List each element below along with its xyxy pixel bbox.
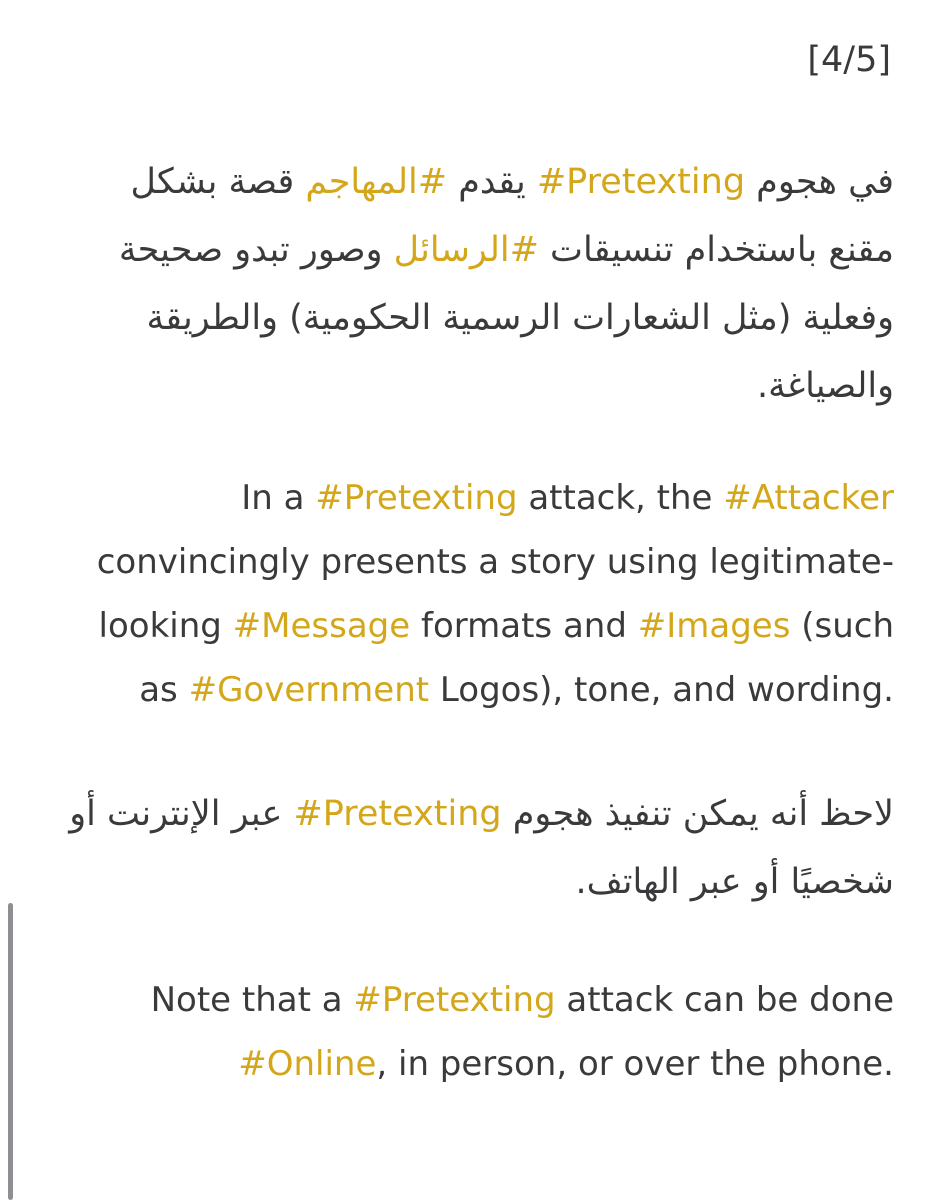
- arabic-paragraph-1: [66, 148, 894, 420]
- text-run: قصة بشكل مقنع باستخدام تنسيقات: [130, 162, 894, 270]
- hashtag-pretexting[interactable]: #Pretexting: [353, 980, 556, 1020]
- scrollbar-thumb[interactable]: [8, 903, 13, 1200]
- text-run: يقدم: [447, 162, 537, 202]
- hashtag-pretexting[interactable]: #Pretexting: [536, 162, 746, 202]
- text-run: convincingly presents a story using legitimate-looking: [96, 542, 894, 646]
- text-run: attack, the: [517, 478, 724, 518]
- thread-counter: [4/5]: [807, 40, 891, 80]
- text-run: في هجوم: [745, 162, 894, 202]
- hashtag-pretexting[interactable]: #Pretexting: [315, 478, 518, 518]
- text-run: formats and: [410, 606, 638, 646]
- english-paragraph-1: [66, 466, 894, 722]
- hashtag-attacker-ar[interactable]: #المهاجم: [305, 162, 448, 202]
- hashtag-attacker[interactable]: #Attacker: [723, 478, 894, 518]
- text-run: Note that a: [150, 980, 354, 1020]
- text-run: attack can be done: [555, 980, 894, 1020]
- hashtag-message[interactable]: #Message: [232, 606, 411, 646]
- text-run: (such as: [139, 606, 894, 710]
- hashtag-government[interactable]: #Government: [188, 670, 430, 710]
- text-run: وصور تبدو صحيحة وفعلية (مثل الشعارات الرسمية الحكومية) والطريقة والصياغة.: [118, 230, 894, 406]
- arabic-paragraph-2: [66, 780, 894, 916]
- english-paragraph-2: [66, 968, 894, 1096]
- text-run: Logos), tone, and wording.: [429, 670, 894, 710]
- text-run: لاحظ أنه يمكن تنفيذ هجوم: [501, 794, 894, 834]
- hashtag-online[interactable]: #Online: [238, 1044, 377, 1084]
- hashtag-pretexting[interactable]: #Pretexting: [293, 794, 502, 834]
- text-run: , in person, or over the phone.: [376, 1044, 894, 1084]
- hashtag-messages-ar[interactable]: #الرسائل: [393, 230, 539, 270]
- hashtag-images[interactable]: #Images: [637, 606, 791, 646]
- text-run: In a: [241, 478, 316, 518]
- text-run: عبر الإنترنت أو شخصيًا أو عبر الهاتف.: [69, 794, 894, 902]
